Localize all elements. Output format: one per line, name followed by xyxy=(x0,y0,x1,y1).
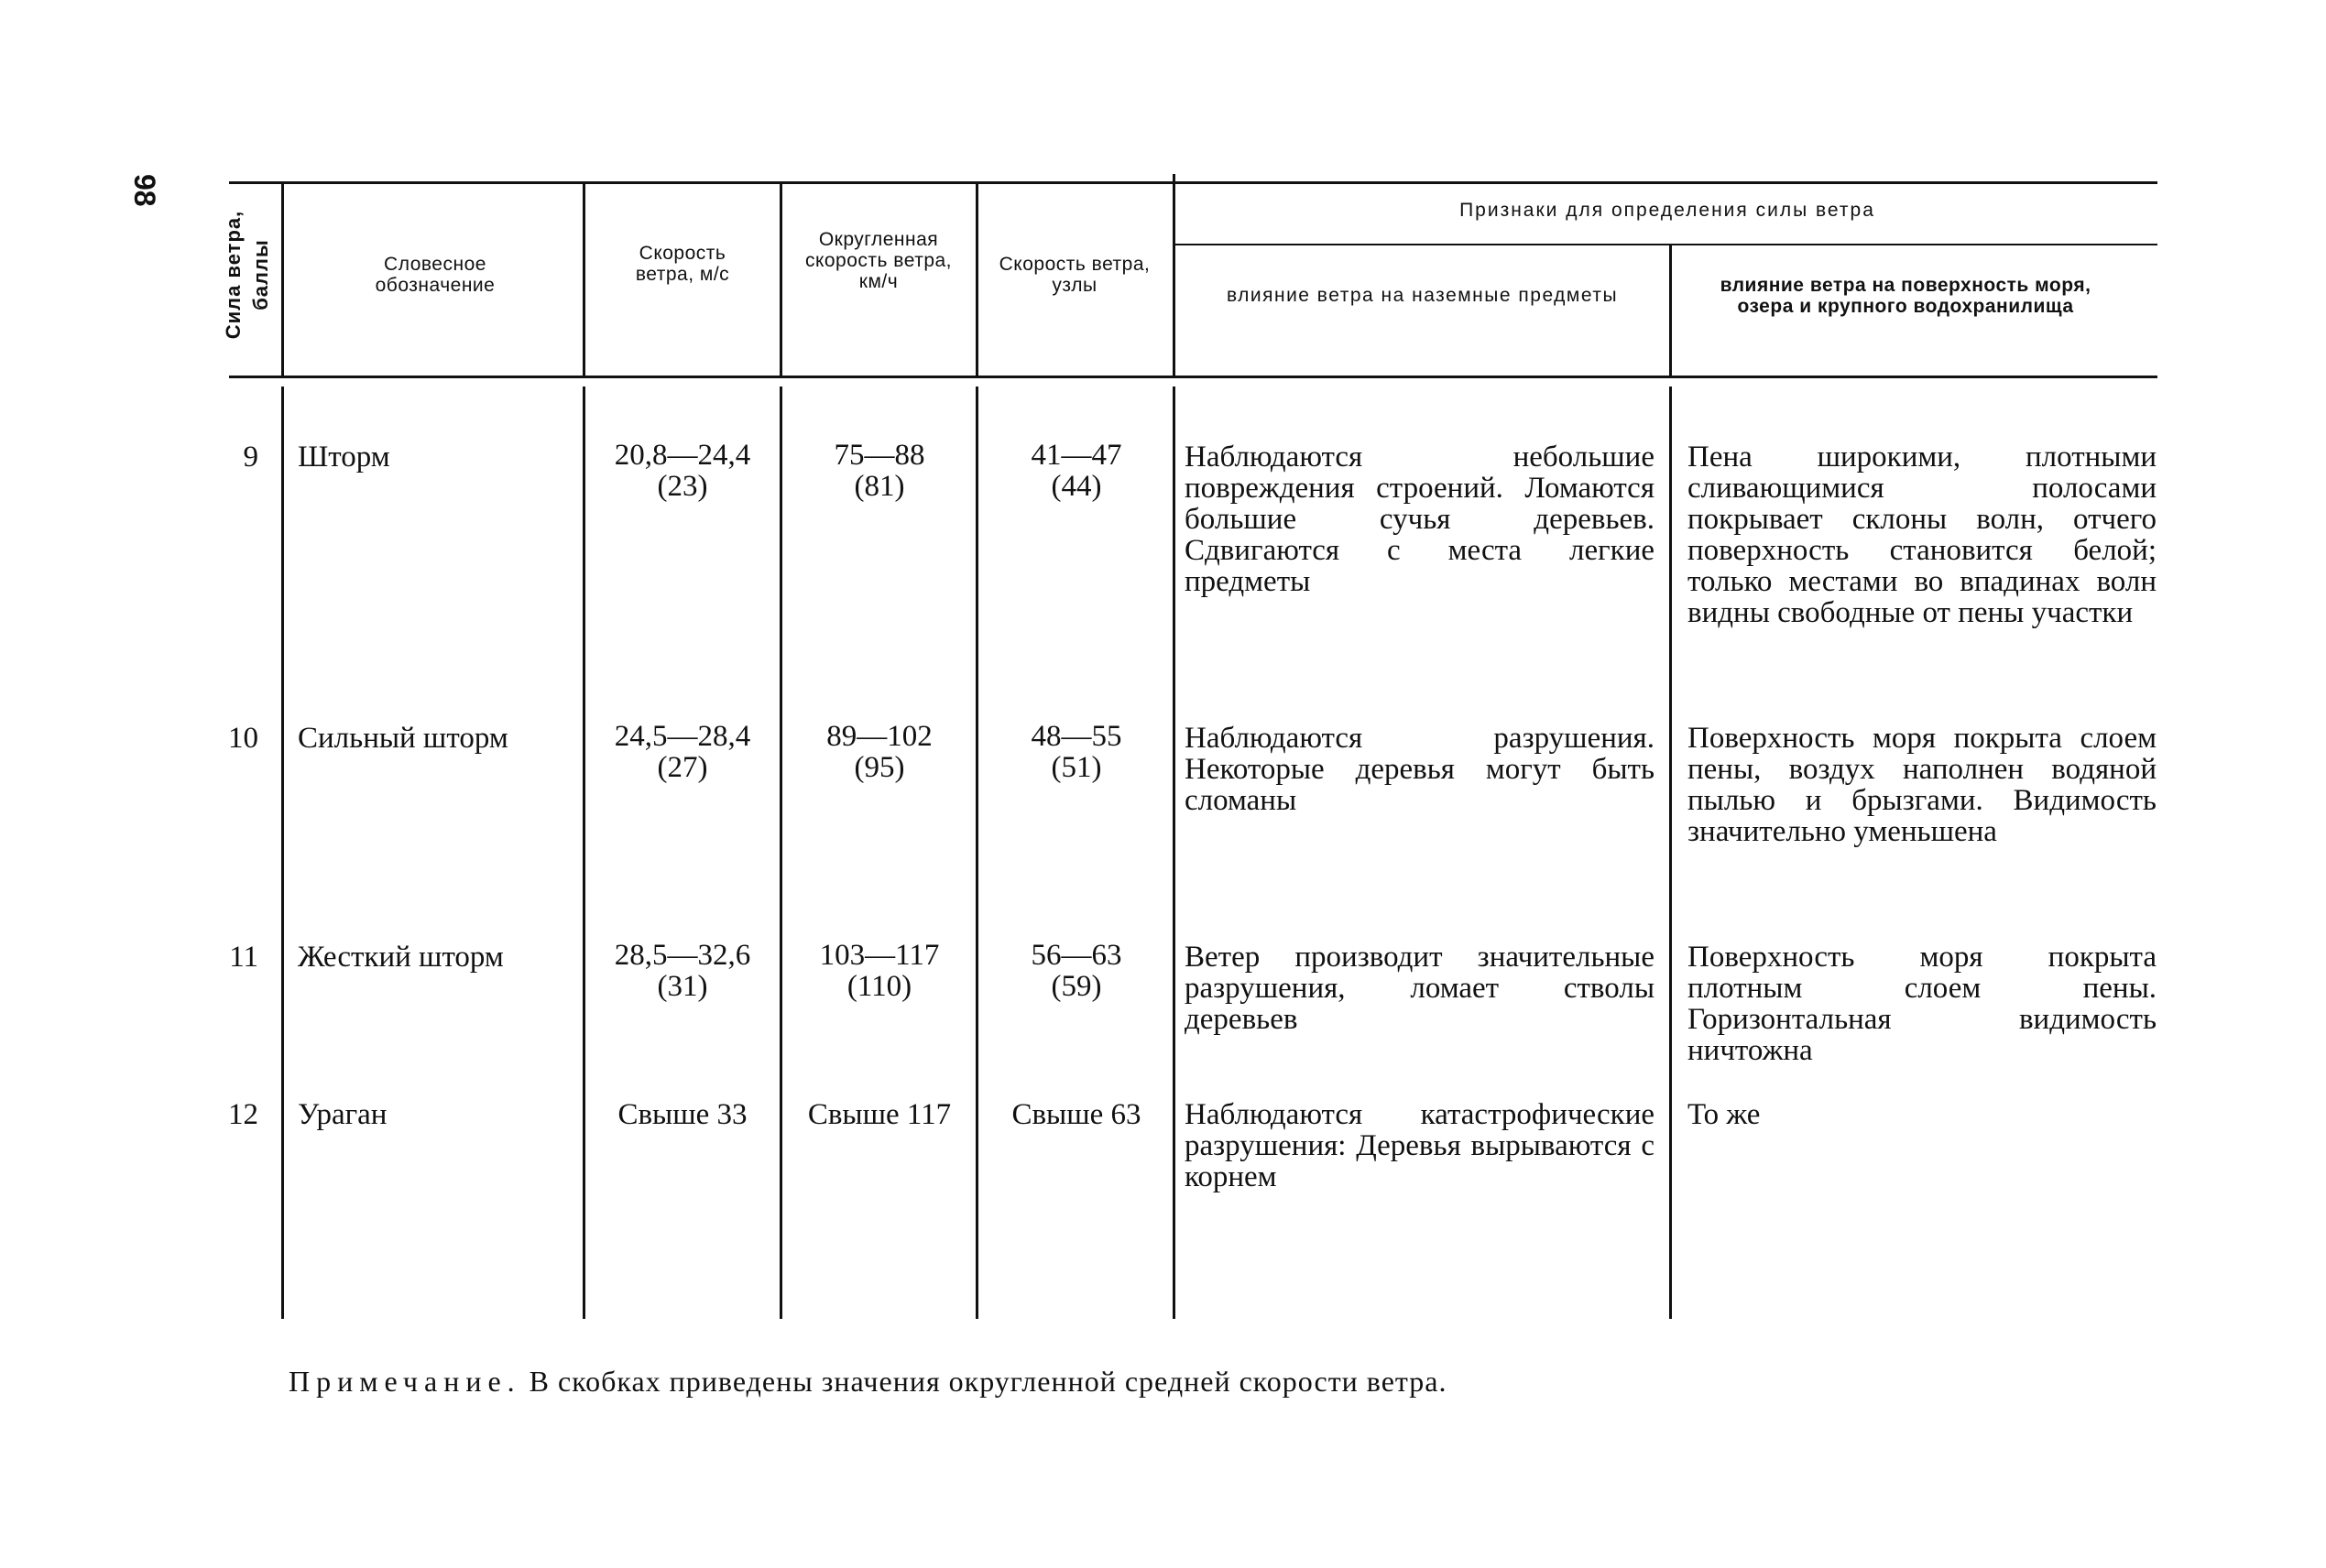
header-speed-knots: Скорость ветра, узлы xyxy=(999,254,1151,296)
column-divider xyxy=(1173,387,1175,1319)
column-divider xyxy=(1669,387,1672,1319)
row-water-effect: Поверхность моря покрыта слоем пены, воздух наполнен водяной пылью и брызгами. Видимость значительно уменьшена xyxy=(1687,722,2157,848)
column-divider xyxy=(976,181,978,376)
header-verbal: Словесное обозначение xyxy=(375,254,496,296)
row-water-effect: Поверхность моря покрыта плотным слоем пены. Горизонтальная видимость ничтожна xyxy=(1687,941,2157,1067)
row-speed-kmh: 75—88 xyxy=(834,439,925,472)
row-land-effect: Наблюдаются разрушения. Некоторые деревья могут быть сломаны xyxy=(1185,722,1654,817)
row-name: Сильный шторм xyxy=(298,722,508,755)
column-divider xyxy=(583,387,585,1319)
row-speed-ms-avg: (23) xyxy=(657,470,708,503)
column-divider xyxy=(780,387,782,1319)
column-divider xyxy=(976,387,978,1319)
column-divider xyxy=(281,387,284,1319)
row-speed-knots-avg: (44) xyxy=(1051,470,1102,503)
row-force: 9 xyxy=(243,441,258,474)
header-bottom-rule xyxy=(229,376,2157,378)
row-speed-kmh-avg: (81) xyxy=(854,470,905,503)
column-divider xyxy=(1669,244,1672,376)
row-force: 12 xyxy=(228,1098,258,1131)
header-land-effect: влияние ветра на наземные предметы xyxy=(1226,285,1619,306)
row-speed-kmh-avg: (95) xyxy=(854,751,905,784)
row-speed-ms: Свыше 33 xyxy=(617,1098,748,1131)
header-speed-kmh: Округленная скорость ветра, км/ч xyxy=(804,229,953,292)
row-speed-kmh: Свыше 117 xyxy=(807,1098,952,1131)
row-land-effect: Наблюдаются небольшие повреждения строений. Ломаются большие сучья деревьев. Сдвигаются с места легкие предметы xyxy=(1185,441,1654,598)
row-speed-knots: 41—47 xyxy=(1031,439,1122,472)
row-speed-ms-avg: (27) xyxy=(657,751,708,784)
row-name: Ураган xyxy=(298,1098,388,1131)
header-signs-group: Признаки для определения силы ветра xyxy=(1459,200,1875,221)
row-land-effect: Наблюдаются катастрофические разрушения: Деревья вырываются с корнем xyxy=(1185,1098,1654,1193)
row-water-effect: Пена широкими, плотными сливающимися полосами покрывает склоны волн, отчего поверхность становится белой; только местами во впадинах волн видны свободные от пены участки xyxy=(1687,441,2157,629)
table-top-rule xyxy=(229,181,2157,184)
row-speed-ms-avg: (31) xyxy=(657,970,708,1003)
row-land-effect: Ветер производит значительные разрушения, ломает стволы деревьев xyxy=(1185,941,1654,1036)
row-force: 10 xyxy=(228,722,258,755)
row-name: Жесткий шторм xyxy=(298,941,504,974)
row-speed-knots: 56—63 xyxy=(1031,939,1122,972)
row-speed-knots: Свыше 63 xyxy=(1011,1098,1141,1131)
row-speed-kmh-avg: (110) xyxy=(846,970,912,1003)
row-speed-kmh: 103—117 xyxy=(819,939,940,972)
header-force: Сила ветра, баллы xyxy=(222,210,272,340)
column-divider xyxy=(583,181,585,376)
page-number: 98 xyxy=(128,174,161,207)
row-speed-ms: 28,5—32,6 xyxy=(614,939,751,972)
row-speed-knots-avg: (51) xyxy=(1051,751,1102,784)
footnote-label: Примечание. xyxy=(289,1365,521,1398)
column-divider xyxy=(780,181,782,376)
row-name: Шторм xyxy=(298,441,390,474)
footnote-text: В скобках приведены значения округленной средней скорости ветра. xyxy=(529,1365,1447,1398)
header-speed-ms: Скорость ветра, м/с xyxy=(635,243,730,285)
row-speed-ms: 24,5—28,4 xyxy=(614,720,751,753)
signs-group-rule xyxy=(1173,244,2157,245)
row-speed-kmh: 89—102 xyxy=(826,720,933,753)
row-speed-ms: 20,8—24,4 xyxy=(614,439,751,472)
column-divider xyxy=(1173,174,1175,376)
row-force: 11 xyxy=(229,941,258,974)
header-water-effect: влияние ветра на поверхность моря, озера и крупного водохранилища xyxy=(1720,275,2091,317)
row-speed-knots-avg: (59) xyxy=(1051,970,1102,1003)
row-water-effect: То же xyxy=(1687,1098,1761,1131)
row-speed-knots: 48—55 xyxy=(1031,720,1122,753)
footnote xyxy=(289,1363,2121,1399)
